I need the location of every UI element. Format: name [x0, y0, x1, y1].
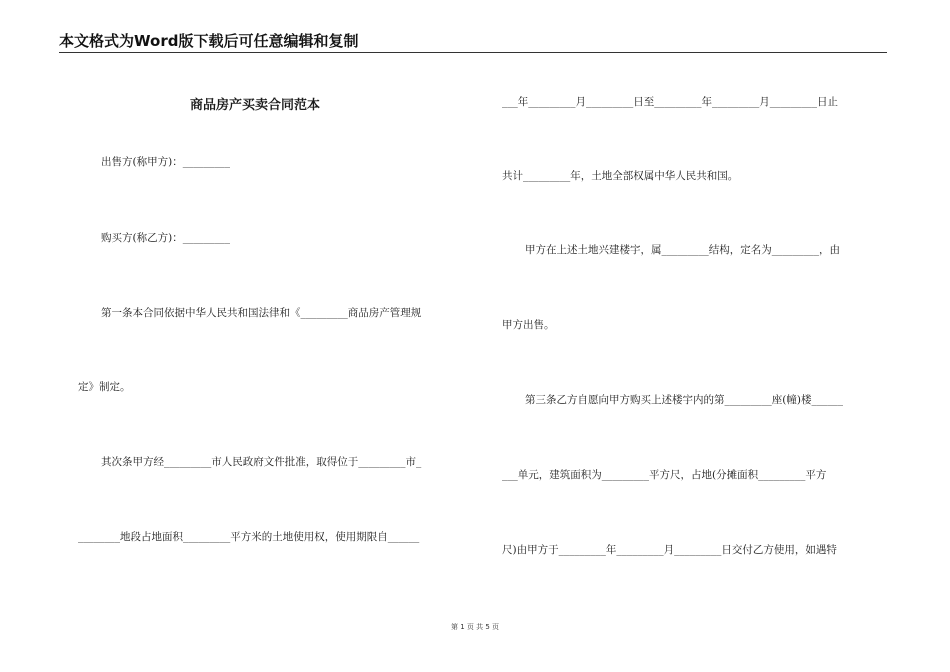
left-line-article-2-cont: ________地段占地面积_________平方米的土地使用权，使用期限自______ — [78, 531, 420, 543]
document-title: 商品房产买卖合同范本 — [190, 98, 321, 113]
right-line-building: 甲方在上述土地兴建楼宇，属_________结构，定名为_________，由 — [525, 244, 840, 256]
banner-divider — [59, 52, 887, 53]
left-line-seller: 出售方(称甲方)：_________ — [101, 156, 230, 168]
right-line-article-3-cont-2: 尺)由甲方于_________年_________月_________日交付乙方使用，如遇特 — [502, 544, 837, 556]
left-line-article-1: 第一条本合同依据中华人民共和国法律和《_________商品房产管理规 — [101, 307, 422, 319]
right-line-term: ___年_________月_________日至_________年_________月_________日止 — [502, 96, 838, 108]
right-line-article-3-cont: ___单元，建筑面积为_________平方尺，占地(分摊面积_________平方 — [502, 469, 827, 481]
left-line-buyer: 购买方(称乙方)：_________ — [101, 232, 230, 244]
right-line-ownership: 共计_________年，土地全部权属中华人民共和国。 — [502, 170, 739, 182]
left-line-article-2: 其次条甲方经_________市人民政府文件批准，取得位于_________市_ — [101, 456, 422, 468]
right-line-article-3: 第三条乙方自愿向甲方购买上述楼宇内的第_________座(幢)楼______ — [525, 394, 843, 406]
document-banner: 本文格式为Word版下载后可任意编辑和复制 — [59, 32, 359, 50]
right-line-building-cont: 甲方出售。 — [502, 319, 555, 331]
left-line-article-1-cont: 定》制定。 — [78, 381, 131, 393]
page-indicator: 第 1 页 共 5 页 — [450, 623, 500, 631]
